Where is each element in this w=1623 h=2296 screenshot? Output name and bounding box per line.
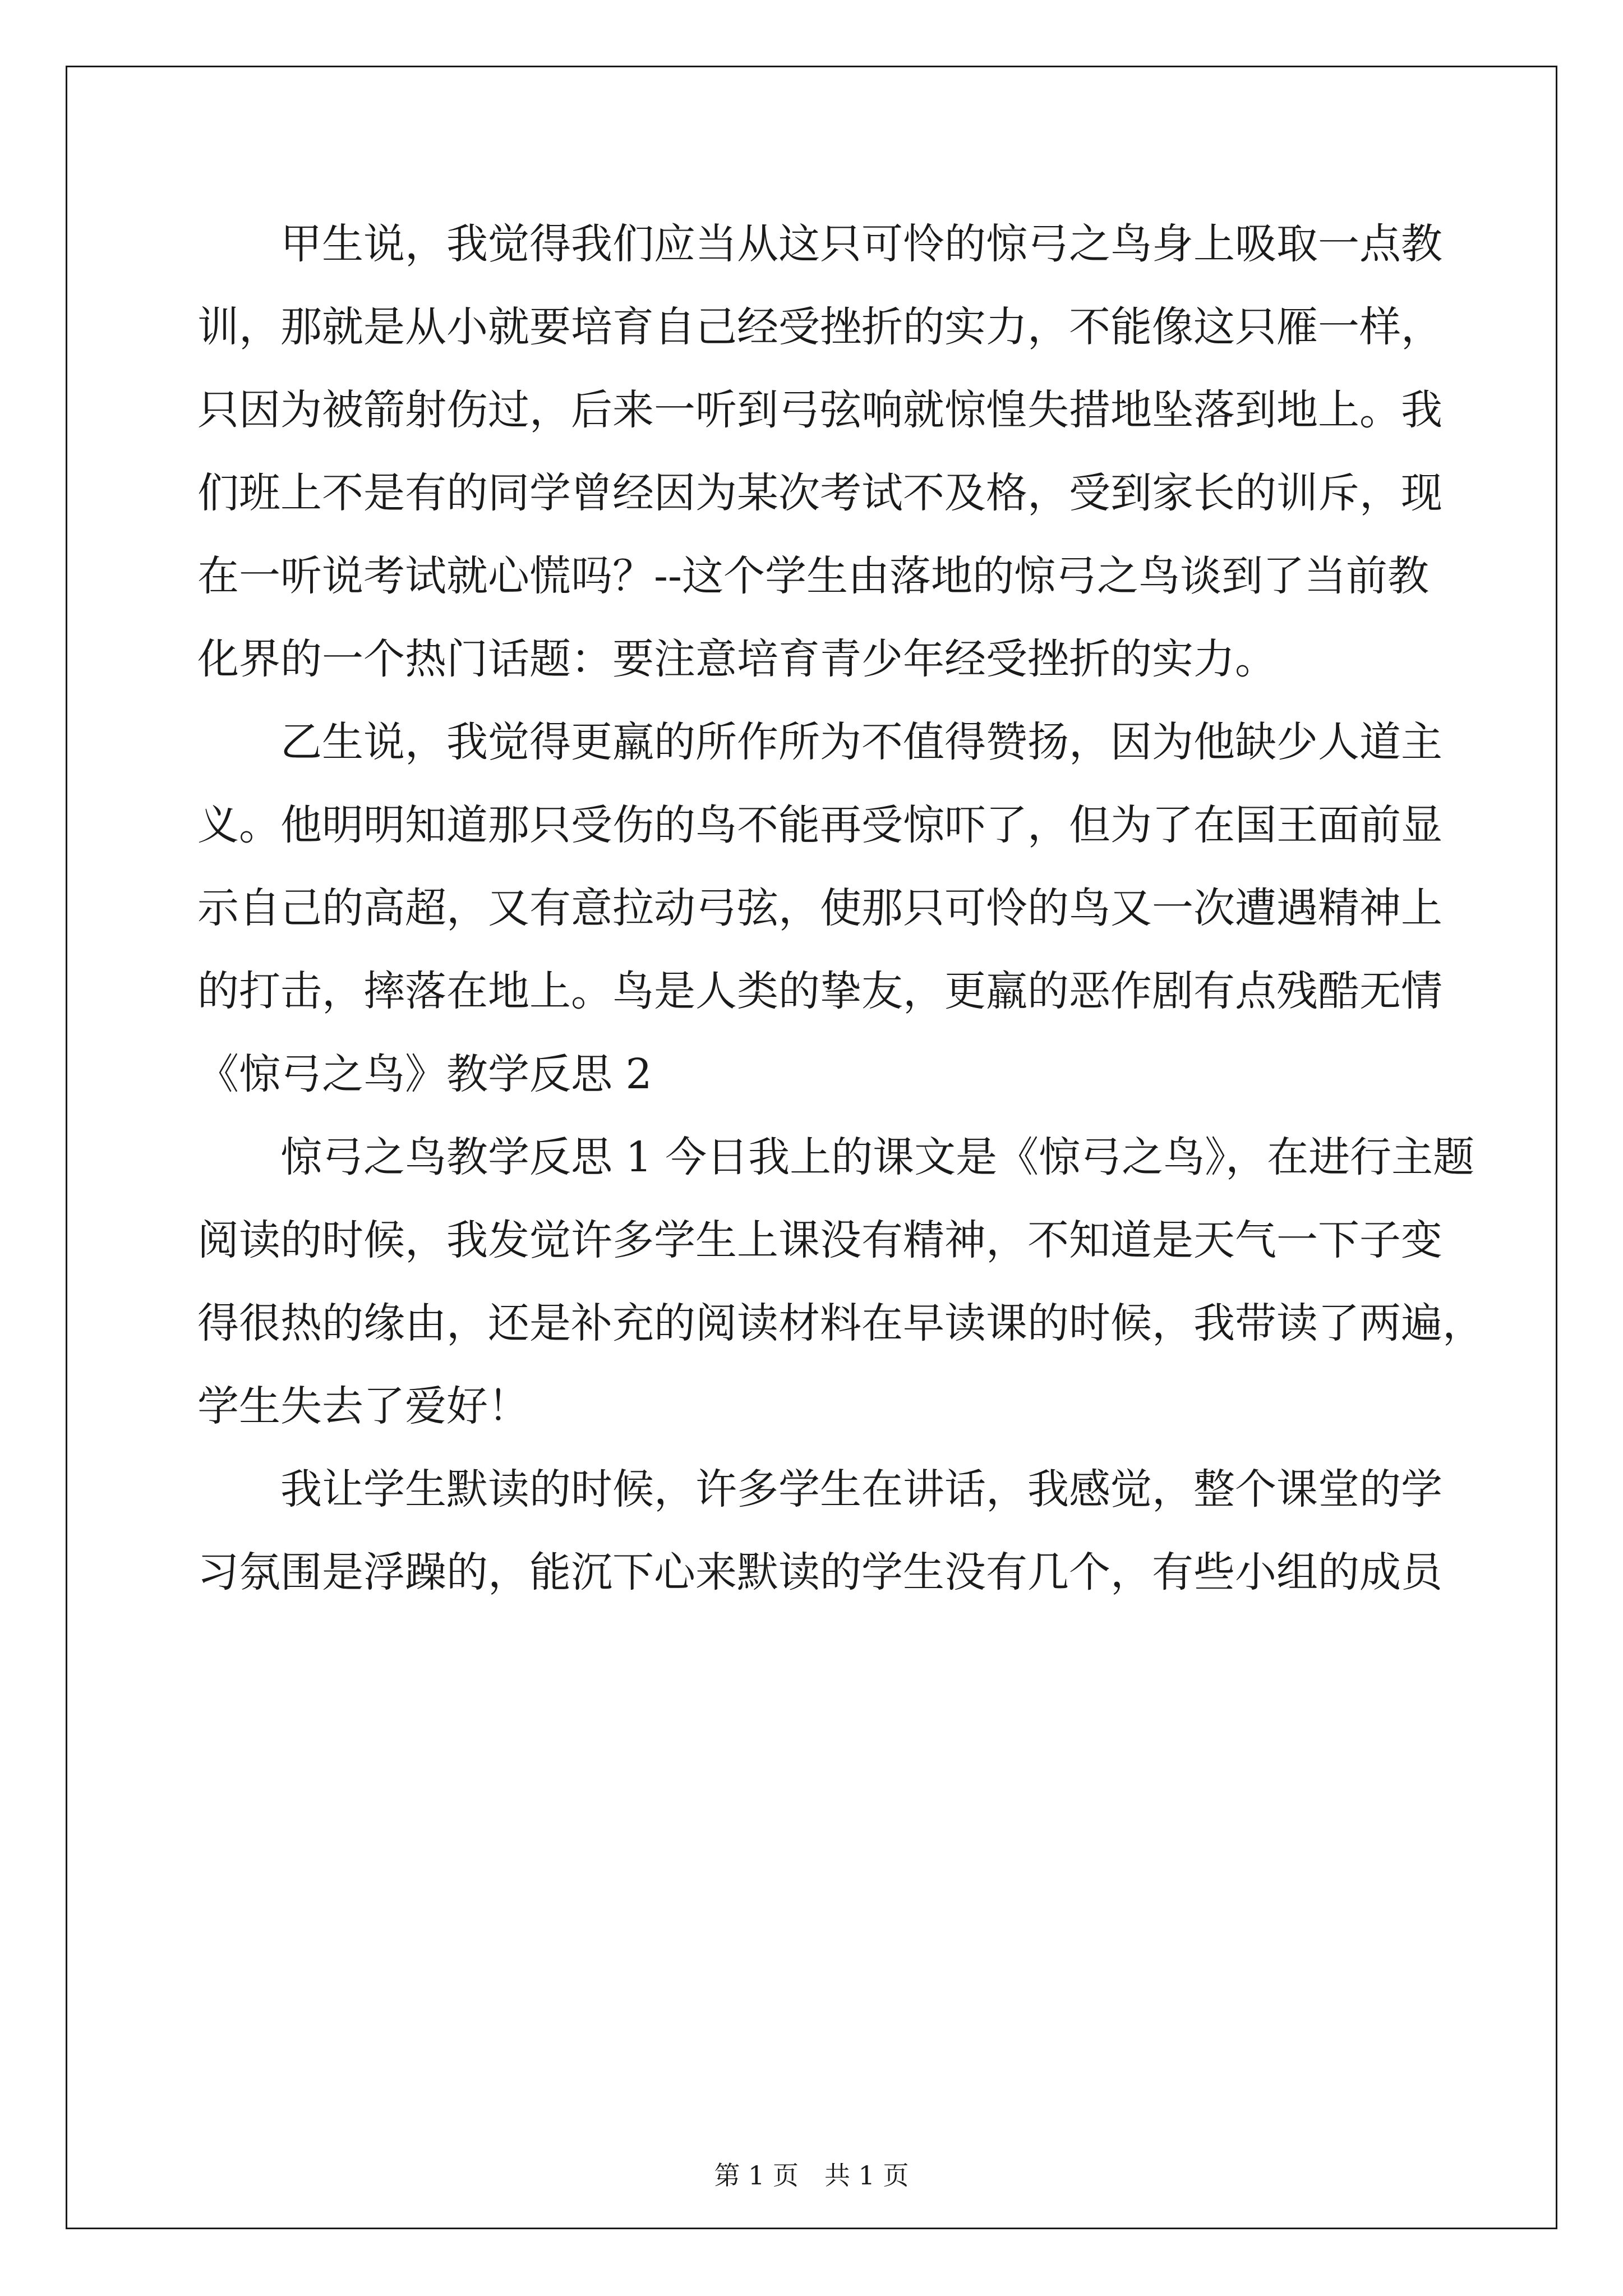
- text-line: 示自己的高超，又有意拉动弓弦，使那只可怜的鸟又一次遭遇精神上: [197, 884, 1442, 932]
- text-line: 在一听说考试就心慌吗？--这个学生由落地的惊弓之鸟谈到了当前教: [197, 552, 1430, 600]
- text-line: 习氛围是浮躁的，能沉下心来默读的学生没有几个，有些小组的成员: [197, 1548, 1442, 1596]
- page-footer: 第 1 页 共 1 页: [714, 2160, 909, 2191]
- text-line: 们班上不是有的同学曾经因为某次考试不及格，受到家长的训斥，现: [197, 469, 1442, 517]
- text-line: 学生失去了爱好！: [197, 1382, 529, 1430]
- text-line: 得很热的缘由，还是补充的阅读材料在早读课的时候，我带读了两遍，: [197, 1299, 1484, 1347]
- text-line: 甲生说，我觉得我们应当从这只可怜的惊弓之鸟身上吸取一点教: [280, 220, 1442, 268]
- text-line: 义。他明明知道那只受伤的鸟不能再受惊吓了，但为了在国王面前显: [197, 801, 1442, 849]
- text-line: 阅读的时候，我发觉许多学生上课没有精神，不知道是天气一下子变: [197, 1216, 1442, 1264]
- text-line: 的打击，摔落在地上。鸟是人类的挚友，更羸的恶作剧有点残酷无情: [197, 967, 1442, 1015]
- section-heading: 《惊弓之鸟》教学反思 2: [197, 1050, 652, 1098]
- text-line: 化界的一个热门话题：要注意培育青少年经受挫折的实力。: [197, 635, 1276, 683]
- text-line: 我让学生默读的时候，许多学生在讲话，我感觉，整个课堂的学: [280, 1465, 1442, 1513]
- text-line: 乙生说，我觉得更羸的所作所为不值得赞扬，因为他缺少人道主: [280, 718, 1442, 766]
- text-line: 惊弓之鸟教学反思 1 今日我上的课文是《惊弓之鸟》，在进行主题: [280, 1133, 1475, 1181]
- text-line: 训，那就是从小就要培育自己经受挫折的实力，不能像这只雁一样，: [197, 303, 1442, 351]
- text-line: 只因为被箭射伤过，后来一听到弓弦响就惊惶失措地坠落到地上。我: [197, 386, 1442, 434]
